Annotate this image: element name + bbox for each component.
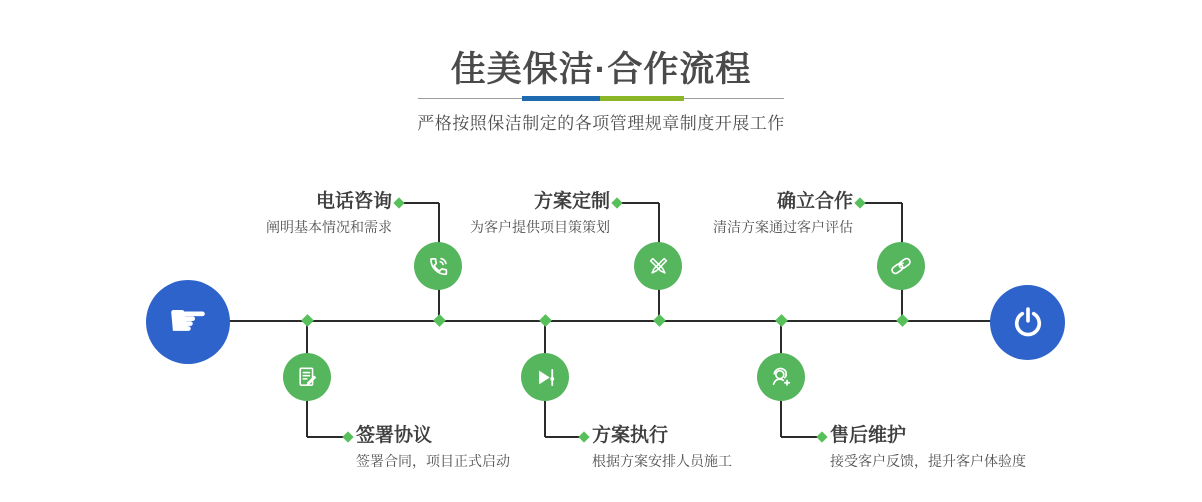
section-title: 佳美保洁·合作流程 bbox=[450, 50, 752, 89]
handshake-icon bbox=[887, 252, 915, 280]
step-node-aftersales bbox=[757, 353, 805, 401]
axis-node-diamond bbox=[896, 314, 909, 327]
end-node bbox=[990, 285, 1065, 360]
step-title: 方案定制 bbox=[533, 191, 610, 212]
start-node bbox=[146, 280, 230, 364]
axis-node-diamond bbox=[539, 314, 552, 327]
pointing-hand-icon: ☛ bbox=[167, 293, 209, 347]
connector-horizontal bbox=[399, 202, 439, 204]
step-desc: 签署合同，项目正式启动 bbox=[356, 453, 510, 469]
label-diamond bbox=[854, 197, 865, 208]
customer-service-icon bbox=[767, 363, 795, 391]
step-node-execute bbox=[521, 353, 569, 401]
section-subtitle: 严格按照保洁制定的各项管理规章制度开展工作 bbox=[417, 114, 785, 133]
step-node-design bbox=[634, 242, 682, 290]
crossed-pencils-icon bbox=[645, 253, 672, 280]
label-diamond bbox=[342, 431, 353, 442]
step-title: 方案执行 bbox=[592, 425, 669, 446]
divider-accent-green bbox=[600, 96, 684, 101]
axis-node-diamond bbox=[775, 314, 788, 327]
step-label-design bbox=[470, 190, 610, 237]
step-node-cooperation bbox=[877, 242, 925, 290]
axis-node-diamond bbox=[433, 314, 446, 327]
title-divider bbox=[418, 94, 784, 102]
step-desc: 阐明基本情况和需求 bbox=[266, 219, 392, 235]
label-diamond bbox=[393, 197, 404, 208]
step-label-aftersales bbox=[830, 424, 1026, 471]
phone-icon bbox=[425, 253, 452, 280]
step-node-contract bbox=[283, 353, 331, 401]
step-label-contract bbox=[356, 424, 510, 471]
label-diamond bbox=[611, 197, 622, 208]
contract-icon bbox=[294, 364, 321, 391]
step-desc: 清洁方案通过客户评估 bbox=[713, 219, 853, 235]
step-title: 签署协议 bbox=[356, 425, 433, 446]
label-diamond bbox=[578, 431, 589, 442]
label-diamond bbox=[816, 431, 827, 442]
step-desc: 为客户提供项目策策划 bbox=[470, 219, 610, 235]
step-desc: 接受客户反馈，提升客户体验度 bbox=[830, 453, 1026, 469]
step-title: 确立合作 bbox=[776, 191, 853, 212]
connector-horizontal bbox=[617, 202, 659, 204]
step-label-cooperation bbox=[713, 190, 853, 237]
step-title: 电话咨询 bbox=[315, 191, 392, 212]
step-label-execute bbox=[592, 424, 732, 471]
step-desc: 根据方案安排人员施工 bbox=[592, 453, 732, 469]
step-node-phone bbox=[414, 242, 462, 290]
step-label-phone bbox=[266, 190, 392, 237]
axis-node-diamond bbox=[301, 314, 314, 327]
axis-node-diamond bbox=[653, 314, 666, 327]
step-title: 售后维护 bbox=[830, 425, 907, 446]
connector-horizontal bbox=[860, 202, 902, 204]
divider-accent-blue bbox=[522, 96, 600, 101]
play-adjust-icon bbox=[532, 364, 559, 391]
power-icon bbox=[1009, 304, 1047, 342]
